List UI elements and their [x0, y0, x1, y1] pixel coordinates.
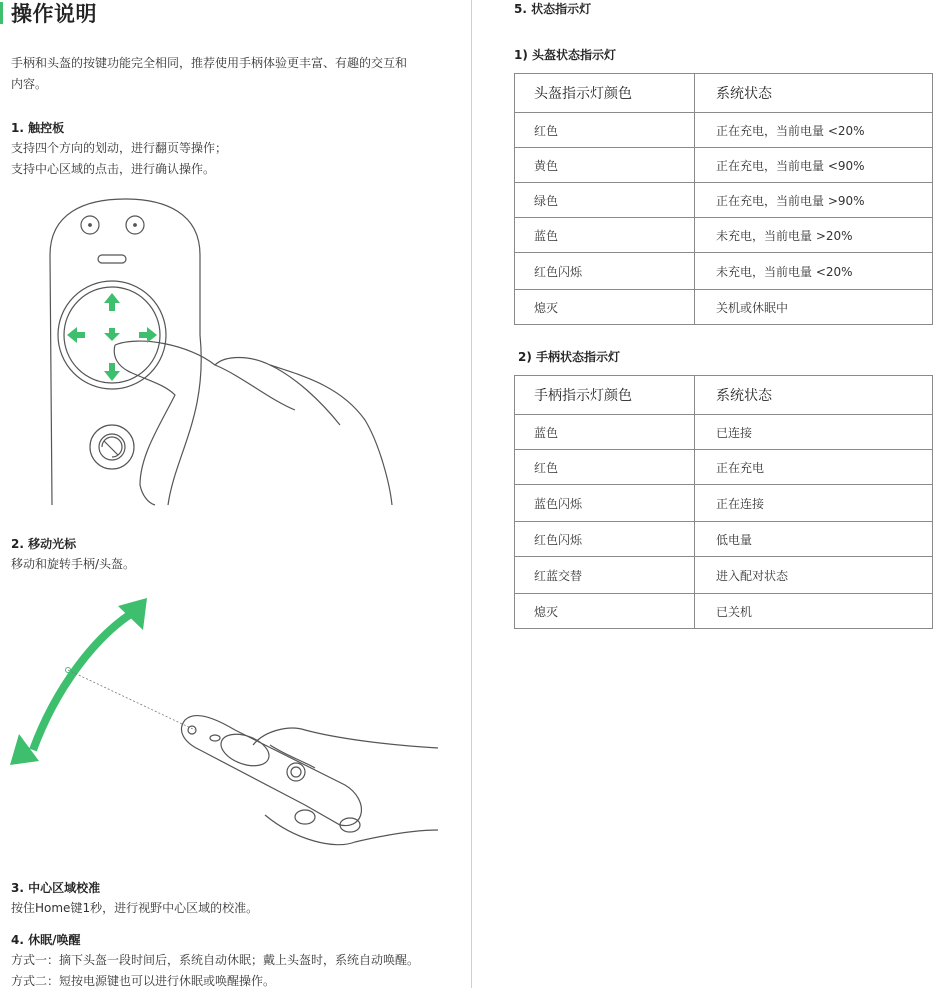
touchpad-heading: 1. 触控板 [11, 121, 65, 135]
table-row [515, 113, 933, 148]
table-cell: 红色闪烁 [515, 253, 695, 290]
table-cell: 未充电，当前电量 >20% [695, 218, 933, 253]
table-cell: 已连接 [695, 415, 933, 450]
table-cell: 红色 [515, 450, 695, 485]
table-row [515, 290, 933, 325]
cursor-line-1: 移动和旋转手柄/头盔。 [11, 557, 136, 571]
table-cell: 绿色 [515, 183, 695, 218]
table-header-row [515, 74, 933, 113]
table-header-row [515, 376, 933, 415]
table-cell: 正在充电，当前电量 <20% [695, 113, 933, 148]
table-cell: 熄灭 [515, 594, 695, 629]
table-row [515, 485, 933, 522]
swipe-arrows-icon [67, 293, 157, 381]
title-accent-bar [0, 2, 3, 24]
sleep-line-1: 方式一：摘下头盔一段时间后，系统自动休眠；戴上头盔时，系统自动唤醒。 [11, 953, 420, 967]
touchpad-line-1: 支持四个方向的划动，进行翻页等操作； [11, 141, 228, 155]
rotate-controller-illustration [5, 590, 445, 855]
touchpad-line-2: 支持中心区域的点击，进行确认操作。 [11, 162, 216, 176]
table-cell: 熄灭 [515, 290, 695, 325]
table-cell: 蓝色 [515, 415, 695, 450]
intro-line-2: 内容。 [11, 77, 48, 91]
intro-line-1: 手柄和头盔的按键功能完全相同，推荐使用手柄体验更丰富、有趣的交互和 [11, 56, 408, 70]
table-row [515, 415, 933, 450]
table-cell: 低电量 [695, 522, 933, 557]
page-title: 操作说明 [11, 2, 97, 26]
table-cell: 已关机 [695, 594, 933, 629]
table-row [515, 148, 933, 183]
table-header-cell: 头盔指示灯颜色 [515, 74, 695, 113]
table-row [515, 183, 933, 218]
table-cell: 红色闪烁 [515, 522, 695, 557]
table-cell: 正在充电 [695, 450, 933, 485]
table-cell: 蓝色 [515, 218, 695, 253]
table-cell: 红色 [515, 113, 695, 148]
controller-status-table [514, 375, 933, 629]
table-row [515, 218, 933, 253]
table-cell: 关机或休眠中 [695, 290, 933, 325]
sleep-line-2: 方式二：短按电源键也可以进行休眠或唤醒操作。 [11, 974, 276, 988]
table-cell: 正在充电，当前电量 >90% [695, 183, 933, 218]
table-header-cell: 系统状态 [695, 74, 933, 113]
table-row [515, 594, 933, 629]
table-cell: 黄色 [515, 148, 695, 183]
table-header-cell: 系统状态 [695, 376, 933, 415]
table-cell: 蓝色闪烁 [515, 485, 695, 522]
sleep-heading: 4. 休眠/唤醒 [11, 933, 81, 947]
table-row [515, 450, 933, 485]
headset-status-heading: 1) 头盔状态指示灯 [514, 48, 617, 62]
calibrate-line-1: 按住Home键1秒，进行视野中心区域的校准。 [11, 901, 259, 915]
cursor-heading: 2. 移动光标 [11, 537, 77, 551]
table-cell: 正在充电，当前电量 <90% [695, 148, 933, 183]
controller-status-heading: 2) 手柄状态指示灯 [518, 350, 621, 364]
calibrate-heading: 3. 中心区域校准 [11, 881, 101, 895]
table-cell: 进入配对状态 [695, 557, 933, 594]
table-row [515, 522, 933, 557]
table-cell: 正在连接 [695, 485, 933, 522]
table-row [515, 557, 933, 594]
touchpad-illustration [40, 195, 400, 510]
table-row [515, 253, 933, 290]
column-divider [471, 0, 472, 988]
rotation-arrow-icon [33, 610, 137, 750]
table-cell: 未充电，当前电量 <20% [695, 253, 933, 290]
table-cell: 红蓝交替 [515, 557, 695, 594]
status-heading: 5. 状态指示灯 [514, 2, 592, 16]
table-header-cell: 手柄指示灯颜色 [515, 376, 695, 415]
headset-status-table [514, 73, 933, 325]
